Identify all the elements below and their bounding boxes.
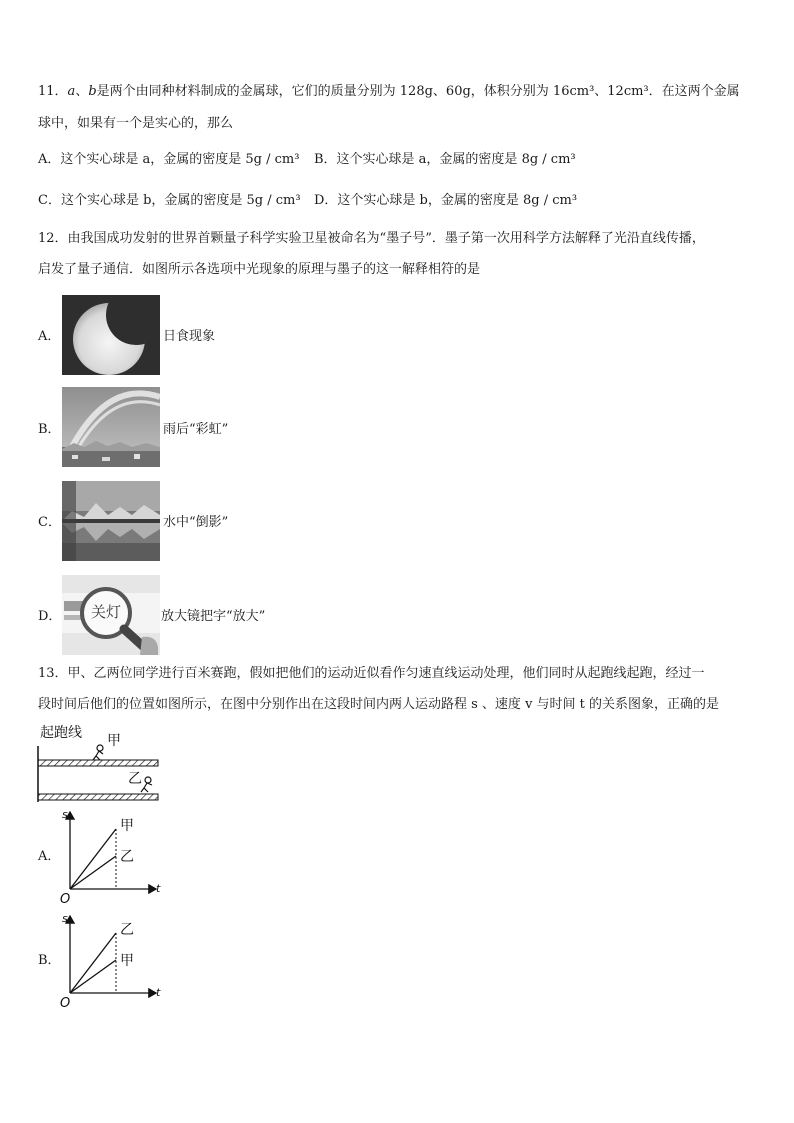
graph-b-label-upper: 乙 xyxy=(120,922,134,938)
q11-option-c: C．这个实心球是 b，金属的密度是 5g / cm³ xyxy=(38,193,301,208)
q12-option-d-caption: 放大镜把字“放大” xyxy=(161,609,266,624)
graph-a-label-lower: 乙 xyxy=(120,849,134,865)
graph-b-axis-s: s xyxy=(62,912,68,925)
graph-a-line-upper xyxy=(70,829,116,889)
q12-option-c-letter: C． xyxy=(38,515,61,530)
runner-jia-icon xyxy=(93,745,103,760)
q11-stem: 是两个由同种材料制成的金属球，它们的质量分别为 128g、60g，体积分别为 16cm³、12cm³．在这两个金属 xyxy=(96,84,740,99)
q11-number: 11． xyxy=(38,84,68,99)
q13-line1: 13．甲、乙两位同学进行百米赛跑，假如把他们的运动近似看作匀速直线运动处理，他们同时从起跑线起跑，经过一 xyxy=(38,666,705,681)
graph-a-origin: O xyxy=(60,892,71,906)
q12-option-b-caption: 雨后“彩虹” xyxy=(163,422,229,437)
lamp-sign-text: 关灯 xyxy=(90,603,122,621)
q11-option-b: B．这个实心球是 a，金属的密度是 8g / cm³ xyxy=(314,152,576,167)
magnifier-photo xyxy=(62,575,160,655)
graph-a-axis-s: s xyxy=(62,808,68,821)
start-line-label: 起跑线 xyxy=(40,725,82,741)
q13-option-a-letter: A． xyxy=(38,849,61,864)
runner-yi-label: 乙 xyxy=(128,771,142,787)
graph-b-line-upper xyxy=(70,933,116,993)
lane-divider-top xyxy=(38,760,158,766)
rainbow-photo xyxy=(62,387,160,467)
track-figure xyxy=(34,722,174,808)
q12-line1: 12．由我国成功发射的世界首颗量子科学实验卫星被命名为“墨子号”．墨子第一次用科学方法解释了光沿直线传播， xyxy=(38,231,705,246)
graph-b-label-lower: 甲 xyxy=(120,953,134,969)
lane-divider-bottom xyxy=(38,794,158,800)
q11-option-d: D．这个实心球是 b，金属的密度是 8g / cm³ xyxy=(314,193,578,208)
q11-option-a: A．这个实心球是 a，金属的密度是 5g / cm³ xyxy=(38,152,300,167)
runner-jia-label: 甲 xyxy=(107,733,121,749)
runner-yi-icon xyxy=(141,777,152,792)
q12-option-d-letter: D． xyxy=(38,609,62,624)
q12-option-b-letter: B． xyxy=(38,422,61,437)
q12-option-c-caption: 水中“倒影” xyxy=(163,515,229,530)
q11-line1 xyxy=(38,84,740,100)
water-reflection-photo xyxy=(62,481,160,561)
q12-option-a-caption: 日食现象 xyxy=(163,329,216,344)
graph-a-label-upper: 甲 xyxy=(120,818,134,834)
q11-line2: 球中，如果有一个是实心的，那么 xyxy=(38,116,234,131)
q12-line2: 启发了量子通信．如图所示各选项中光现象的原理与墨子的这一解释相符的是 xyxy=(38,262,481,277)
q13-line2: 段时间后他们的位置如图所示，在图中分别作出在这段时间内两人运动路程 s 、速度 v 与时间 t 的关系图象，正确的是 xyxy=(38,697,720,712)
graph-a-line-lower xyxy=(70,856,116,889)
graph-b-origin: O xyxy=(60,996,71,1010)
q12-option-a-letter: A． xyxy=(38,329,61,344)
q13-option-b-letter: B． xyxy=(38,953,61,968)
graph-b-line-lower xyxy=(70,960,116,993)
var-a: a xyxy=(67,84,76,99)
graph-b-axis-t: t xyxy=(156,986,161,999)
graph-a xyxy=(60,806,170,906)
graph-a-axis-t: t xyxy=(156,882,161,895)
graph-b xyxy=(60,910,170,1010)
solar-eclipse-photo xyxy=(62,295,160,375)
separator: 、 xyxy=(75,84,89,99)
var-b: b xyxy=(88,84,97,99)
